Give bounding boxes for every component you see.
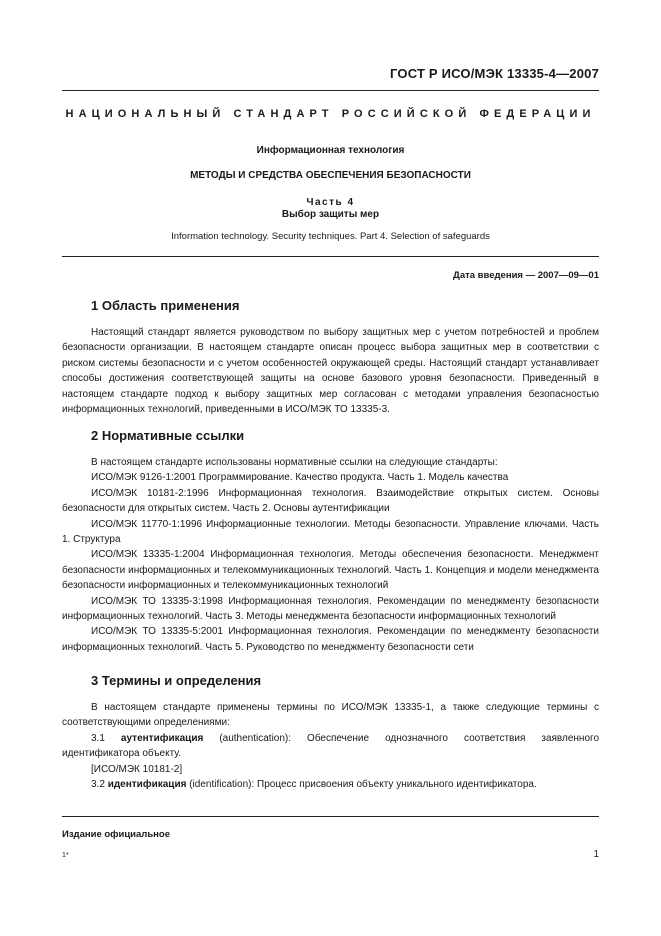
section-2-body <box>62 455 599 655</box>
reference-item: ИСО/МЭК ТО 13335-3:1998 Информационная технология. Рекомендации по менеджменту безопасности информационных технологий. Часть 3. Методы менеджмента безопасности информационных технологий <box>62 595 599 623</box>
term-definition <box>62 731 599 762</box>
term-name: идентификация <box>107 779 187 791</box>
national-standard-banner: НАЦИОНАЛЬНЫЙ СТАНДАРТ РОССИЙСКОЙ ФЕДЕРАЦИИ <box>65 108 596 120</box>
section-2-intro: В настоящем стандарте использованы нормативные ссылки на следующие стандарты: <box>91 457 498 468</box>
section-3-body <box>62 700 599 792</box>
section-3-intro: В настоящем стандарте применены термины по ИСО/МЭК 13335-1, а также следующие термины с соответствующими определениями: <box>62 702 599 729</box>
reference-item: ИСО/МЭК ТО 13335-5:2001 Информационная технология. Рекомендации по менеджменту безопасности информационных технологий. Часть 5. Руководство по менеджменту безопасности сети <box>62 626 599 653</box>
section-3-heading: 3 Термины и определения <box>91 673 262 688</box>
section-1-body <box>62 325 599 417</box>
official-edition-label: Издание официальное <box>62 829 170 840</box>
title-rule <box>62 256 599 257</box>
title-part-name: Выбор защиты мер <box>281 209 380 220</box>
term-name: аутентификация <box>120 732 204 744</box>
term-text: (identification): Процесс присвоения объекту уникального идентификатора. <box>189 779 537 791</box>
term-text: (authentication): Обеспечение однозначного соответствия заявленного идентификатора объекту. <box>62 732 600 760</box>
footer-rule <box>62 816 599 817</box>
term-number: 3.2 <box>91 779 105 791</box>
signature-mark: 1* <box>62 852 69 859</box>
title-topic: Информационная технология <box>256 145 405 156</box>
title-main: МЕТОДЫ И СРЕДСТВА ОБЕСПЕЧЕНИЯ БЕЗОПАСНОСТИ <box>190 170 471 181</box>
section-2-heading: 2 Нормативные ссылки <box>91 428 245 443</box>
document-code: ГОСТ Р ИСО/МЭК 13335-4—2007 <box>390 66 599 81</box>
section-1-heading: 1 Область применения <box>91 298 240 313</box>
reference-item: ИСО/МЭК 13335-1:2004 Информационная технология. Методы обеспечения безопасности. Менеджмент безопасности информационных и телекоммуникационных технологий. Часть 1. Концепция и модели менеджмента безопасности информационных и телекоммуникационных технологий <box>62 549 599 592</box>
term-number: 3.1 <box>91 732 105 744</box>
title-part: Часть 4 <box>306 197 355 208</box>
reference-item: ИСО/МЭК 9126-1:2001 Программирование. Качество продукта. Часть 1. Модель качества <box>91 472 509 484</box>
page-number: 1 <box>593 849 599 860</box>
header-rule <box>62 90 599 91</box>
section-1-paragraph: Настоящий стандарт является руководством по выбору защитных мер с учетом потребностей и проблем безопасности организации. В настоящем стандарте описан процесс выбора защитных мер в соответствии с риском системы безопасности и с учетом особенностей окружающей среды. Настоящий стандарт устанавливает способы достижения соответствующей защиты на основе базового уровня безопасности. Приведенный в настоящем стандарте подход к выбору защитных мер согласован с методами управления безопасностью информационных технологий, приведенными в ИСО/МЭК ТО 13335-3. <box>62 327 599 416</box>
title-english: Information technology. Security techniques. Part 4. Selection of safeguards <box>171 231 490 242</box>
term-definition <box>62 777 599 792</box>
term-source: [ИСО/МЭК 10181-2] <box>91 763 183 775</box>
introduction-date: Дата введения — 2007—09—01 <box>453 270 599 281</box>
reference-item: ИСО/МЭК 10181-2:1996 Информационная технология. Взаимодействие открытых систем. Основы безопасности для открытых систем. Часть 2. Основы аутентификации <box>62 487 599 515</box>
reference-item: ИСО/МЭК 11770-1:1996 Информационные технологии. Методы безопасности. Управление ключами. Часть 1. Структура <box>62 518 599 546</box>
